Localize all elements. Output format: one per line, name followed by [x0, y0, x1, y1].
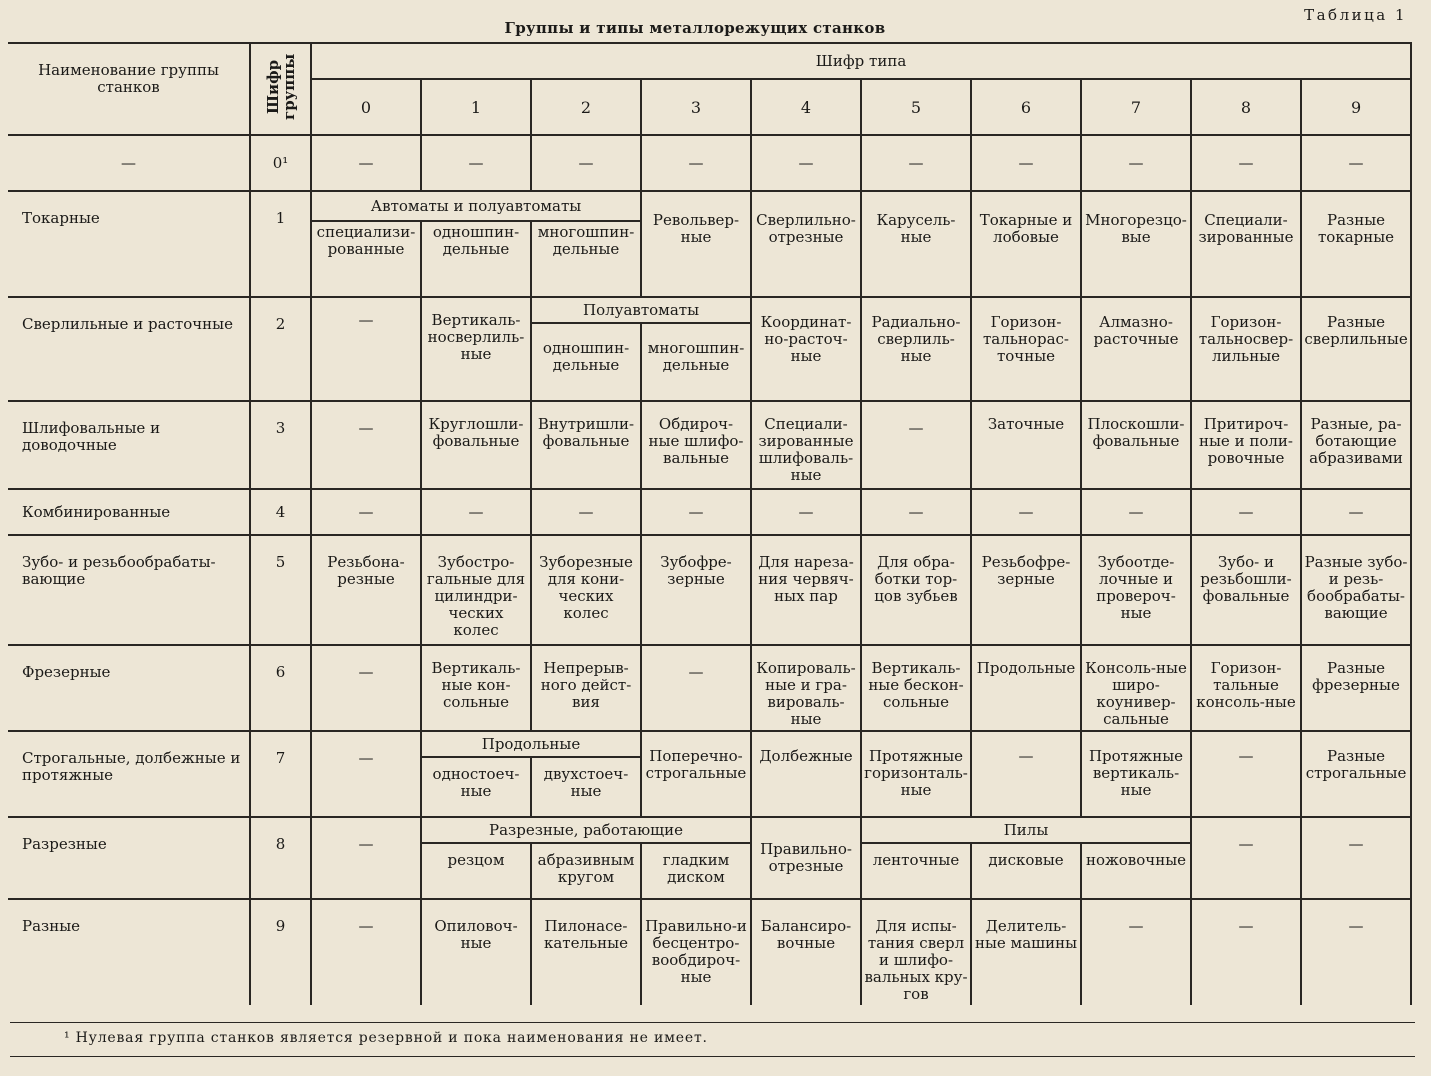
cell: Горизон-тальносвер-лильные — [1191, 297, 1301, 401]
cell: Консоль-ные широ-коунивер-сальные — [1081, 645, 1191, 731]
footnote: ¹ Нулевая группа станков является резервной и пока наименования не имеет. — [64, 1030, 708, 1046]
cell: резцом — [421, 843, 531, 899]
table-row-group-2 — [8, 297, 1411, 323]
cell: Балансиро-вочные — [751, 899, 861, 1005]
cell: Копироваль-ные и гра-вироваль-ные — [751, 645, 861, 731]
cell: одностоеч-ные — [421, 757, 531, 817]
cell: специализи-рованные — [311, 221, 421, 297]
machine-types-table — [8, 42, 1412, 1005]
type-digit-6: 6 — [971, 79, 1081, 135]
cell: — — [531, 489, 641, 535]
group-name: Токарные — [8, 191, 250, 297]
table-row-group-4 — [8, 489, 1411, 535]
type-digit-4: 4 — [751, 79, 861, 135]
span-header: Автоматы и полуавтоматы — [311, 191, 641, 221]
cell: дисковые — [971, 843, 1081, 899]
table-row-group-0 — [8, 135, 1411, 191]
group-name: Комбинированные — [8, 489, 250, 535]
cell: Сверлильно-отрезные — [751, 191, 861, 297]
group-name: Шлифовальные и доводочные — [8, 401, 250, 489]
group-code: 6 — [250, 645, 311, 731]
group-code: 3 — [250, 401, 311, 489]
cell: — — [1081, 899, 1191, 1005]
cell: — — [971, 731, 1081, 817]
cell: — — [1301, 135, 1411, 191]
group-code: 4 — [250, 489, 311, 535]
cell: гладким диском — [641, 843, 751, 899]
cell: Пилонасе-кательные — [531, 899, 641, 1005]
cell: — — [861, 401, 971, 489]
group-name: — — [8, 135, 250, 191]
cell: — — [1191, 489, 1301, 535]
cell: — — [1081, 489, 1191, 535]
cell: Вертикаль-ные кон-сольные — [421, 645, 531, 731]
cell: Протяжные горизонталь-ные — [861, 731, 971, 817]
cell: Вертикаль-ные бескон-сольные — [861, 645, 971, 731]
cell: Разные, ра-ботающие абразивами — [1301, 401, 1411, 489]
cell: Внутришли-фовальные — [531, 401, 641, 489]
cell: Делитель-ные машины — [971, 899, 1081, 1005]
cell: Продольные — [971, 645, 1081, 731]
cell: Резьбона-резные — [311, 535, 421, 645]
type-digit-1: 1 — [421, 79, 531, 135]
cell: Зубостро-гальные для цилиндри-ческих колес — [421, 535, 531, 645]
table-row-group-9 — [8, 899, 1411, 1005]
cell: — — [1301, 899, 1411, 1005]
cell: Специали-зированные шлифоваль-ные — [751, 401, 861, 489]
cell: Радиально-сверлиль-ные — [861, 297, 971, 401]
span-header: Разрезные, работающие — [421, 817, 751, 843]
cell: — — [1081, 135, 1191, 191]
group-code: 1 — [250, 191, 311, 297]
cell: — — [971, 135, 1081, 191]
cell: Горизон-тальные консоль-ные — [1191, 645, 1301, 731]
cell: — — [421, 135, 531, 191]
cell: многошпин-дельные — [641, 323, 751, 401]
span-header: Пилы — [861, 817, 1191, 843]
cell: Правильно-и бесцентро-вообдироч-ные — [641, 899, 751, 1005]
cell: Для обра-ботки тор-цов зубьев — [861, 535, 971, 645]
cell: Непрерыв-ного дейст-вия — [531, 645, 641, 731]
group-name: Разные — [8, 899, 250, 1005]
cell: — — [311, 899, 421, 1005]
cell: Резьбофре-зерные — [971, 535, 1081, 645]
cell: Карусель-ные — [861, 191, 971, 297]
type-digit-0: 0 — [311, 79, 421, 135]
group-code: 7 — [250, 731, 311, 817]
cell: Револьвер-ные — [641, 191, 751, 297]
cell: Горизон-тальнорас-точные — [971, 297, 1081, 401]
span-header: Полуавтоматы — [531, 297, 751, 323]
cell: Поперечно-строгальные — [641, 731, 751, 817]
type-digit-7: 7 — [1081, 79, 1191, 135]
cell: абразивным кругом — [531, 843, 641, 899]
cell: Правильно-отрезные — [751, 817, 861, 899]
cell: Протяжные вертикаль-ные — [1081, 731, 1191, 817]
group-code: 8 — [250, 817, 311, 899]
cell: — — [311, 489, 421, 535]
cell: Специали-зированные — [1191, 191, 1301, 297]
cell: Зубо- и резьбошли-фовальные — [1191, 535, 1301, 645]
group-name: Строгальные, долбежные и протяжные — [8, 731, 250, 817]
cell: — — [311, 645, 421, 731]
cell: — — [751, 489, 861, 535]
cell: Токарные и лобовые — [971, 191, 1081, 297]
cell: — — [311, 297, 421, 401]
group-code: 9 — [250, 899, 311, 1005]
cell: одношпин-дельные — [421, 221, 531, 297]
group-code: 0¹ — [250, 135, 311, 191]
cell: Разные сверлильные — [1301, 297, 1411, 401]
header-type-code: Шифр типа — [311, 43, 1411, 79]
cell: ленточные — [861, 843, 971, 899]
header-group-name: Наименование группы станков — [8, 43, 250, 135]
group-code: 2 — [250, 297, 311, 401]
cell: Круглошли-фовальные — [421, 401, 531, 489]
bottom-divider — [10, 1056, 1415, 1057]
cell: — — [1191, 731, 1301, 817]
cell: — — [1191, 135, 1301, 191]
group-name: Разрезные — [8, 817, 250, 899]
cell: Координат-но-расточ-ные — [751, 297, 861, 401]
cell: Для нареза-ния червяч-ных пар — [751, 535, 861, 645]
cell: Заточные — [971, 401, 1081, 489]
group-name: Зубо- и резьбообрабаты-вающие — [8, 535, 250, 645]
table-row-group-7 — [8, 731, 1411, 757]
table-row-group-1 — [8, 191, 1411, 221]
cell: Разные зубо- и резь-бообрабаты-вающие — [1301, 535, 1411, 645]
cell: Обдироч-ные шлифо-вальные — [641, 401, 751, 489]
span-header: Продольные — [421, 731, 641, 757]
type-digit-9: 9 — [1301, 79, 1411, 135]
footnote-divider — [10, 1022, 1415, 1023]
cell: Алмазно-расточные — [1081, 297, 1191, 401]
cell: — — [1191, 817, 1301, 899]
cell: Вертикаль-носверлиль-ные — [421, 297, 531, 401]
type-digit-8: 8 — [1191, 79, 1301, 135]
cell: Плоскошли-фовальные — [1081, 401, 1191, 489]
group-name: Фрезерные — [8, 645, 250, 731]
cell: Разные токарные — [1301, 191, 1411, 297]
cell: — — [311, 731, 421, 817]
cell: — — [311, 135, 421, 191]
type-digit-5: 5 — [861, 79, 971, 135]
cell: — — [1191, 899, 1301, 1005]
cell: — — [531, 135, 641, 191]
cell: одношпин-дельные — [531, 323, 641, 401]
table-row-group-8 — [8, 817, 1411, 843]
type-digit-3: 3 — [641, 79, 751, 135]
cell: — — [861, 489, 971, 535]
cell: — — [311, 817, 421, 899]
cell: — — [641, 135, 751, 191]
cell: двухстоеч-ные — [531, 757, 641, 817]
cell: Разные фрезерные — [1301, 645, 1411, 731]
cell: — — [751, 135, 861, 191]
cell: — — [1301, 489, 1411, 535]
cell: Зубоотде-лочные и провероч-ные — [1081, 535, 1191, 645]
cell: — — [971, 489, 1081, 535]
cell: Долбежные — [751, 731, 861, 817]
cell: — — [311, 401, 421, 489]
table-row-group-6 — [8, 645, 1411, 731]
cell: многошпин-дельные — [531, 221, 641, 297]
cell: Зуборезные для кони-ческих колес — [531, 535, 641, 645]
type-digit-2: 2 — [531, 79, 641, 135]
table-row-group-5 — [8, 535, 1411, 645]
cell: Многорезцо-вые — [1081, 191, 1191, 297]
cell: — — [641, 489, 751, 535]
table-row-group-3 — [8, 401, 1411, 489]
cell: Для испы-тания сверл и шлифо-вальных кру-гов — [861, 899, 971, 1005]
table-number: Таблица 1 — [1304, 6, 1407, 24]
cell: — — [641, 645, 751, 731]
cell: Зубофре-зерные — [641, 535, 751, 645]
cell: Притироч-ные и поли-ровочные — [1191, 401, 1301, 489]
group-name: Сверлильные и расточные — [8, 297, 250, 401]
cell: — — [421, 489, 531, 535]
header-group-code: Шифр группы — [250, 43, 311, 135]
group-code: 5 — [250, 535, 311, 645]
cell: — — [1301, 817, 1411, 899]
cell: Опиловоч-ные — [421, 899, 531, 1005]
cell: Разные строгальные — [1301, 731, 1411, 817]
page-title: Группы и типы металлорежущих станков — [504, 19, 886, 37]
cell: — — [861, 135, 971, 191]
cell: ножовочные — [1081, 843, 1191, 899]
